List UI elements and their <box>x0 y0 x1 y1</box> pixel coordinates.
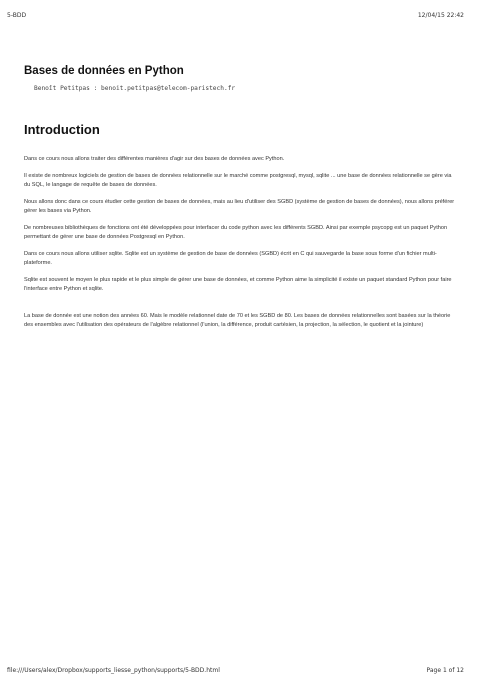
paragraph: Dans ce cours nous allons utiliser sqlite. Sqlite est un système de gestion de base de données (SGBD) écrit en C qui sauvegarde la base sous forme d'un fichier multi-plateforme. <box>24 251 437 266</box>
print-header-datetime: 12/04/15 22:42 <box>417 12 464 19</box>
section-heading-introduction: Introduction <box>24 122 100 137</box>
print-header-title: 5-BDD <box>7 12 27 19</box>
paragraph: Il existe de nombreux logiciels de gestion de bases de données relationnelle sur le marché comme postgresql, mysql, sqlite ... une base de données relationnelle se gère via du SQL, le langage de requête de bases de données. <box>24 173 452 188</box>
paragraph: La base de donnée est une notion des années 60. Mais le modèle relationnel date de 70 et les SGBD de 80. Les bases de données relationnelles sont basées sur la théorie des ensembles avec l'utilisation des opérateurs de l'algèbre relationnel (l'union, la différence, produit cartésien, la projection, la sélection, le quotient et la jointure) <box>24 313 451 328</box>
document-title: Bases de données en Python <box>24 65 184 77</box>
paragraph: Sqlite est souvent le moyen le plus rapide et le plus simple de gérer une base de données, et comme Python aime la simplicité il existe un paquet standard Python pour faire l'interface entre Python et sqlite. <box>24 277 452 292</box>
paragraph: Nous allons donc dans ce cours étudier cette gestion de bases de données, mais au lieu d'utiliser des SGBD (système de gestion de bases de données), nous allons préférer gérer les bases via Python. <box>24 199 455 214</box>
paragraph: De nombreuses bibliothèques de fonctions ont été développées pour interfacer du code python avec les différents SGBD. Ainsi par exemple psycopg est un paquet Python permettant de gérer une base de données Postgresql en Python. <box>24 225 448 240</box>
print-footer-page-number: Page 1 of 12 <box>426 667 464 674</box>
print-footer-url: file:///Users/alex/Dropbox/supports_liesse_python/supports/5-BDD.html <box>7 667 220 674</box>
author-line: Benoît Petitpas : benoit.petitpas@telecom-paristech.fr <box>34 85 236 92</box>
paragraph: Dans ce cours nous allons traiter des différentes manières d'agir sur des bases de données avec Python. <box>24 156 285 162</box>
